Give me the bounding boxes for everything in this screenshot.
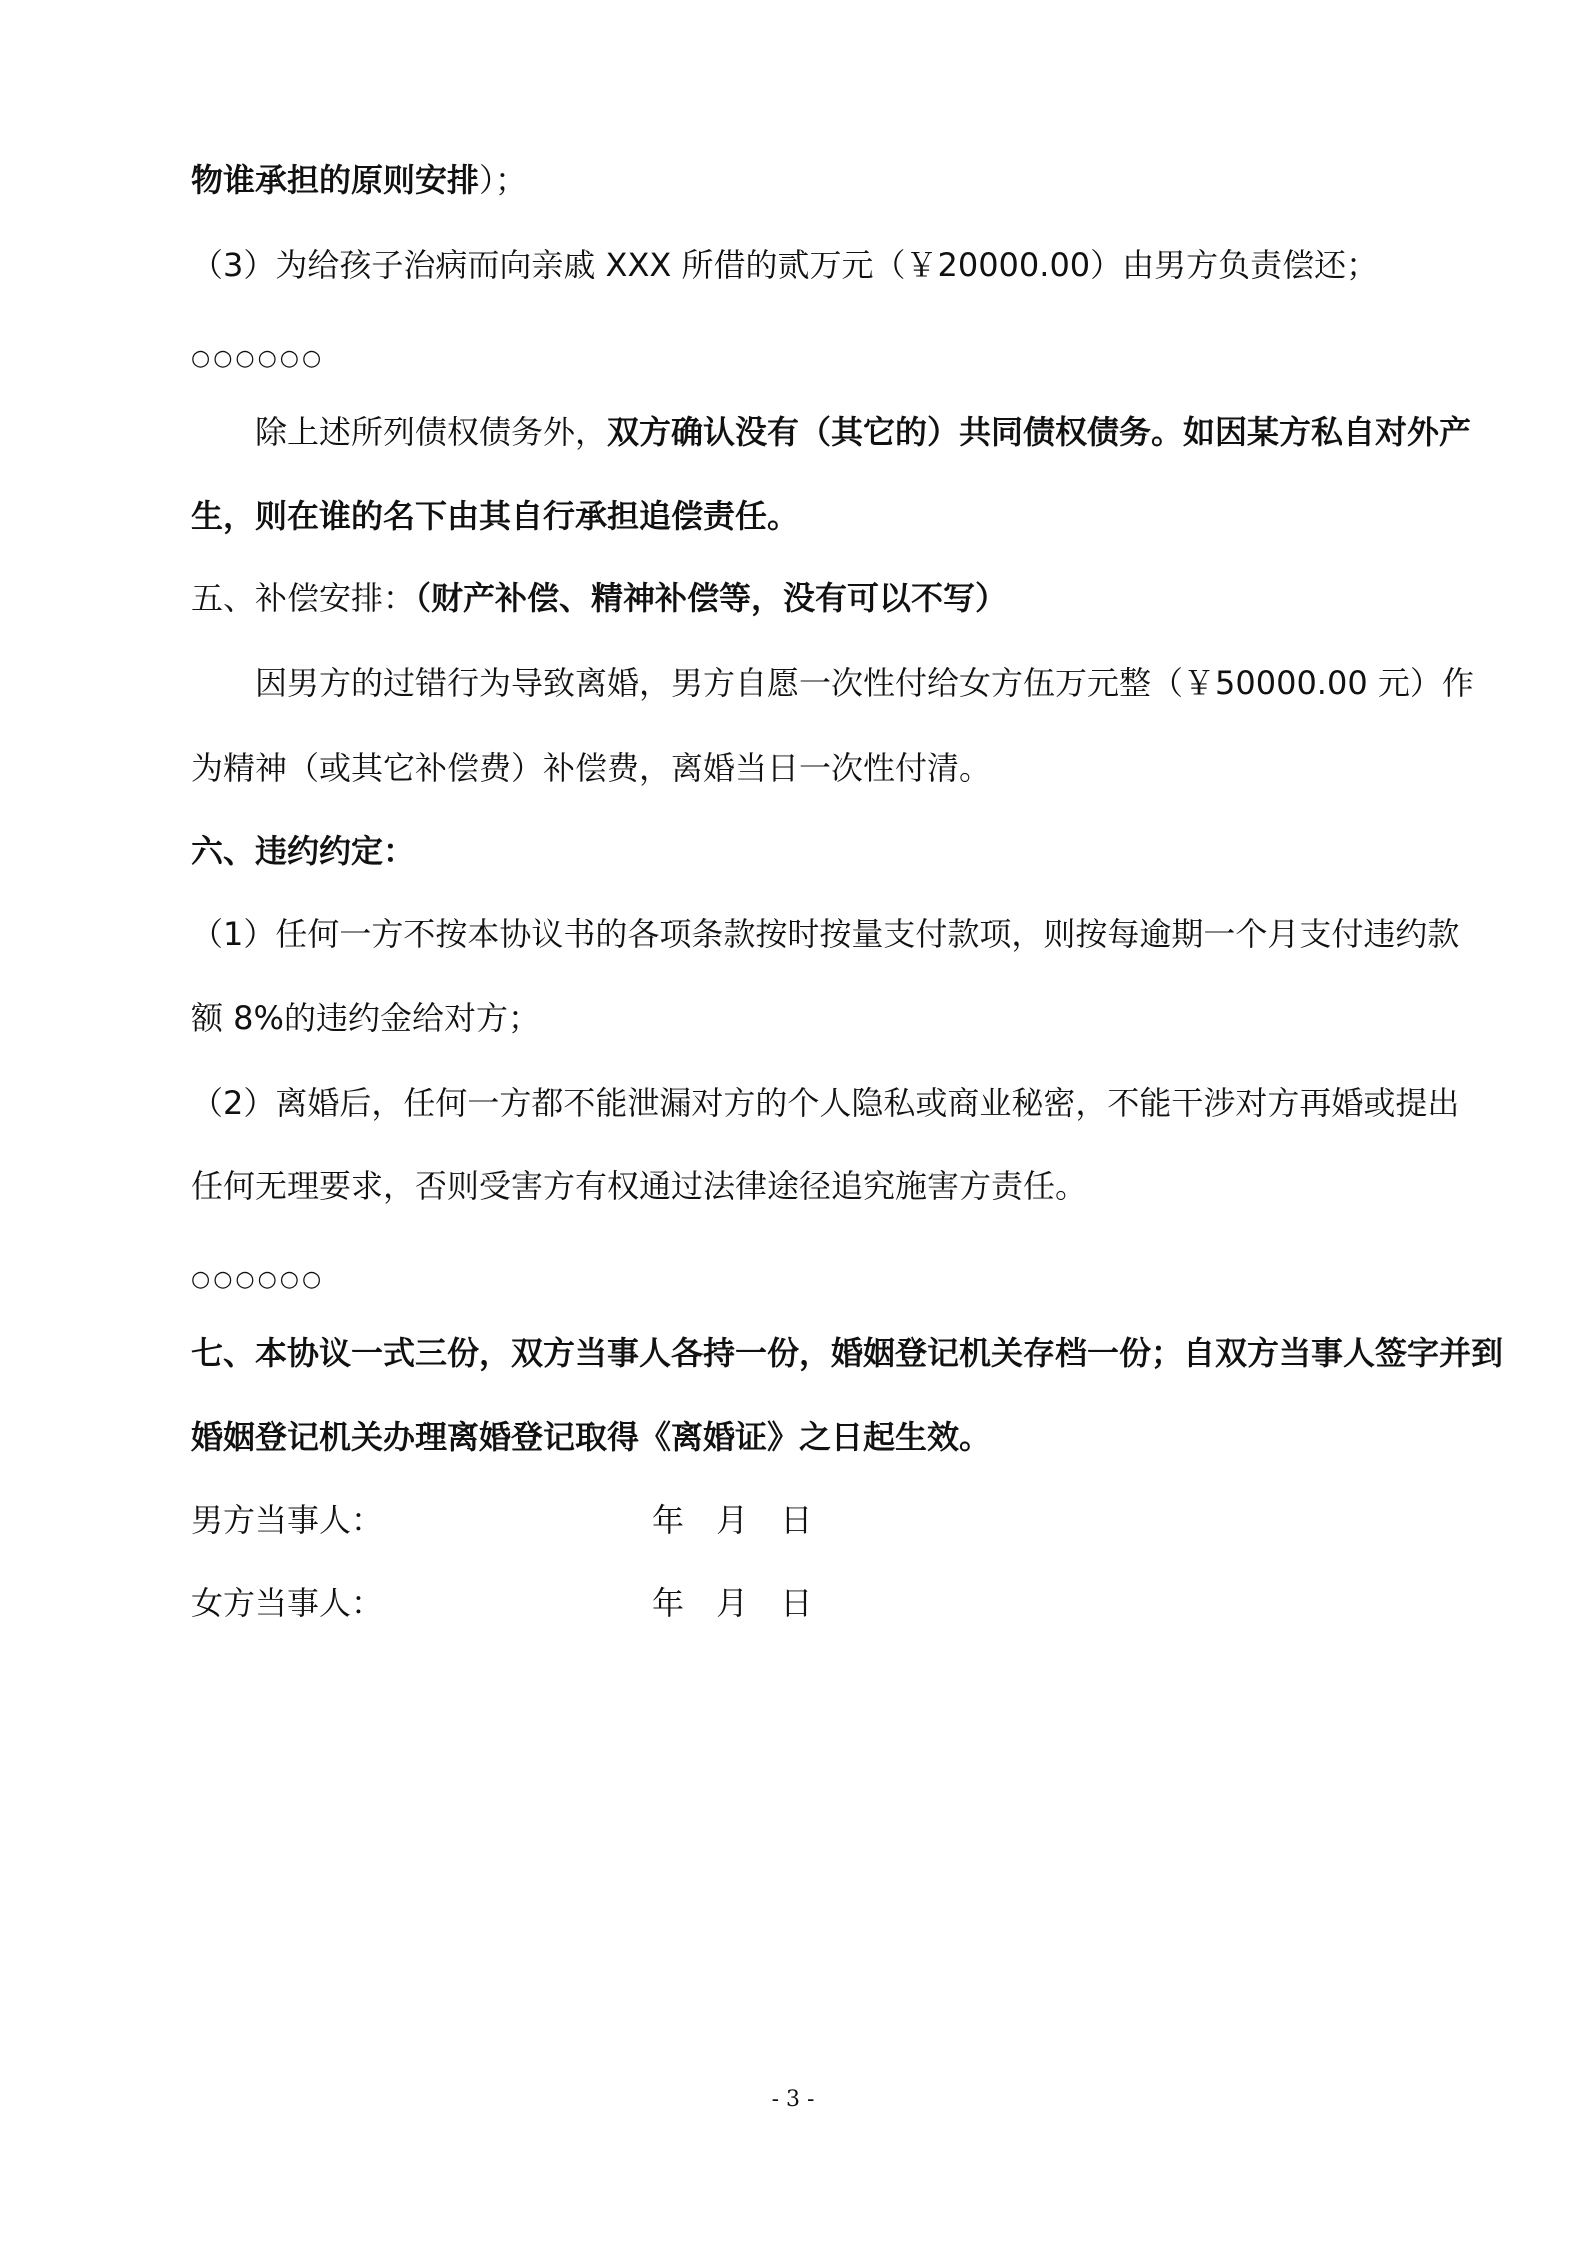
section7-line-1: 七、本协议一式三份，双方当事人各持一份，婚姻登记机关存档一份；自双方当事人签字并到: [191, 1334, 1504, 1372]
section6-heading: 六、违约约定：: [191, 832, 416, 870]
debt-item-3: （3）为给孩子治病而向亲戚 XXX 所借的贰万元（￥20000.00）由男方负责偿还；: [191, 246, 1379, 284]
page-number: - 3 -: [771, 2087, 815, 2112]
section6-item1-line-2: 额 8%的违约金给对方；: [191, 999, 540, 1037]
section6-item1-line-1: （1）任何一方不按本协议书的各项条款按时按量支付款项，则按每逾期一个月支付违约款: [191, 915, 1460, 953]
section6-item2-line-2: 任何无理要求，否则受害方有权通过法律途径追究施害方责任。: [191, 1167, 1088, 1205]
debts-tail-line: [191, 160, 527, 200]
female-party-date: 年 月 日: [652, 1584, 813, 1622]
male-party-label: 男方当事人：: [191, 1501, 384, 1539]
debts-summary-part-a: 除上述所列债权债务外，: [255, 413, 608, 451]
section5-heading: [191, 578, 1007, 618]
male-party-date: 年 月 日: [652, 1501, 813, 1539]
section5-heading-note: （财产补偿、精神补偿等，没有可以不写）: [415, 579, 1008, 617]
section6-item2-line-1: （2）离婚后，任何一方都不能泄漏对方的个人隐私或商业秘密，不能干涉对方再婚或提出: [191, 1084, 1460, 1122]
ellipsis-marker: ○○○○○○: [191, 1267, 325, 1292]
debts-tail-bold: 物谁承担的原则安排: [191, 161, 480, 199]
debts-summary-part-c: 共同债权债务。如因某方私自对外产: [959, 413, 1472, 451]
section5-paragraph-line-1: 因男方的过错行为导致离婚，男方自愿一次性付给女方伍万元整（￥50000.00 元）作: [255, 664, 1474, 702]
section5-heading-title: 五、补偿安排：: [191, 579, 416, 617]
debts-tail-end: ）；: [479, 161, 528, 199]
debts-summary-line-2: 生，则在谁的名下由其自行承担追偿责任。: [191, 497, 800, 535]
debts-summary-line-1: [255, 412, 1471, 452]
female-party-label: 女方当事人：: [191, 1584, 384, 1622]
section7-line-2: 婚姻登记机关办理离婚登记取得《离婚证》之日起生效。: [191, 1418, 992, 1456]
ellipsis-marker: ○○○○○○: [191, 346, 325, 371]
section5-paragraph-line-2: 为精神（或其它补偿费）补偿费，离婚当日一次性付清。: [191, 749, 992, 787]
debts-summary-part-b: 双方确认没有（其它的）: [607, 413, 960, 451]
